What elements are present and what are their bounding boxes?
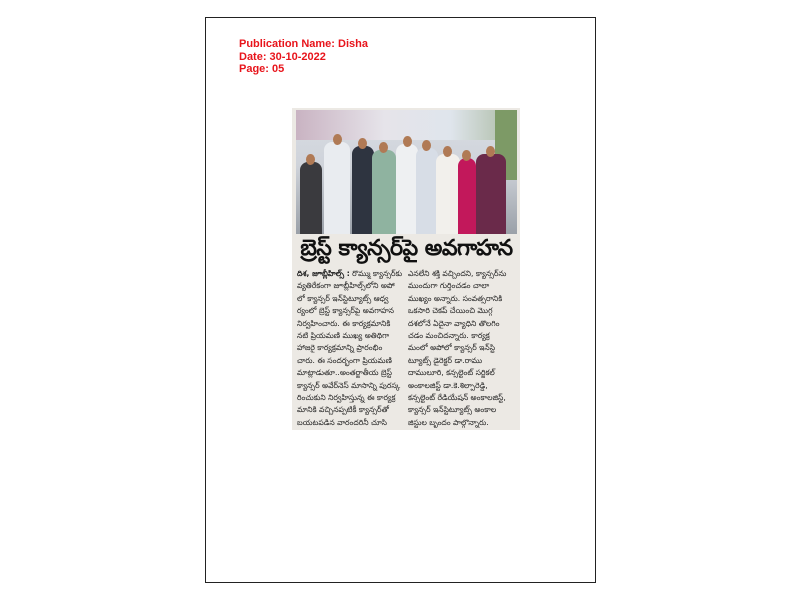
article-column-1 (297, 268, 405, 429)
article-line: ముందుగా గుర్తించడం చాలా (408, 281, 490, 291)
article-line: బయటపడిన వారందరినీ చూసి (297, 417, 387, 427)
article-line: ట్యూట్స్ డైరెక్టర్ డా.రాము (408, 355, 483, 365)
article-line: ముఖ్యం అన్నారు. సంవత్సరానికి (408, 293, 503, 303)
article-line: చడం మంచిదన్నారు. కార్యక్ర (408, 331, 490, 341)
article-line: క్యాన్సర్ ఇన్‌స్టిట్యూట్స్ అంకాల (408, 405, 497, 415)
article-line: నిర్వహించారు. ఈ కార్యక్రమానికి (297, 318, 391, 328)
article-headline: బ్రెస్ట్ క్యాన్సర్‌పై అవగాహన (300, 236, 513, 261)
article-line: ఒకసారి చెకప్ చేయించి మొగ్గ (408, 306, 493, 316)
article-line: క్యాన్సర్ అవేర్‌నెస్ మాసాన్ని పురస్క (297, 380, 401, 390)
article-line: మాట్లాడుతూ..అంతర్జాతీయ బ్రెస్ట్ (297, 368, 392, 378)
article-line: దాములూరి, కన్సల్టెంట్ సర్జికల్ (408, 368, 495, 378)
article-line: నటి ప్రియమణి ముఖ్య అతిథిగా (297, 331, 390, 341)
event-photo (296, 110, 517, 234)
article-line: హాజరై కార్యక్రమాన్ని ప్రారంభిం (297, 343, 383, 353)
article-line: చారు. ఈ సందర్భంగా ప్రియమణి (297, 355, 392, 365)
article-line: దిశ, జూబ్లీహిల్స్ : రొమ్ము క్యాన్సర్‌కు (297, 269, 403, 278)
newspaper-clipping (292, 108, 520, 430)
article-line: మంలో అపోలో క్యాన్సర్ ఇన్‌స్టి (408, 343, 496, 353)
clipping-metadata (239, 38, 368, 76)
article-line: మానికి వచ్చినప్పటికీ క్యాన్సర్‌తో (297, 405, 389, 415)
article-line: ర్యంలో బ్రెస్ట్ క్యాన్సర్‌పై అవగాహన (297, 306, 394, 316)
publication-date: Date: 30-10-2022 (239, 50, 326, 63)
article-line: రించుకుని నిర్వహిస్తున్న ఈ కార్యక్ర (297, 393, 396, 403)
article-line: వ్యతిరేకంగా జూబ్లీహిల్స్‌లోని అపో (297, 281, 395, 291)
article-column-2 (408, 268, 516, 429)
dateline: దిశ, జూబ్లీహిల్స్ : (297, 269, 350, 278)
article-line: ఎనలేని శక్తి వచ్చిందని, క్యాన్సర్‌ను (408, 269, 507, 278)
page-number: Page: 05 (239, 63, 285, 75)
publication-name: Publication Name: Disha (239, 38, 368, 50)
article-line: దశలోనే ఏదైనా వ్యాధిని తొలగిం (408, 318, 500, 328)
article-line: అంకాలజిస్ట్ డా.కె.శిల్పారెడ్డి, (408, 380, 488, 390)
article-line: లో క్యాన్సర్ ఇన్‌స్టిట్యూట్స్ ఆధ్వ (297, 293, 389, 303)
article-line: జిస్టుల బృందం పాల్గొన్నారు. (408, 417, 489, 427)
article-line: కన్సల్టెంట్ రేడియేషన్ అంకాలజిస్ట్, (408, 393, 506, 403)
